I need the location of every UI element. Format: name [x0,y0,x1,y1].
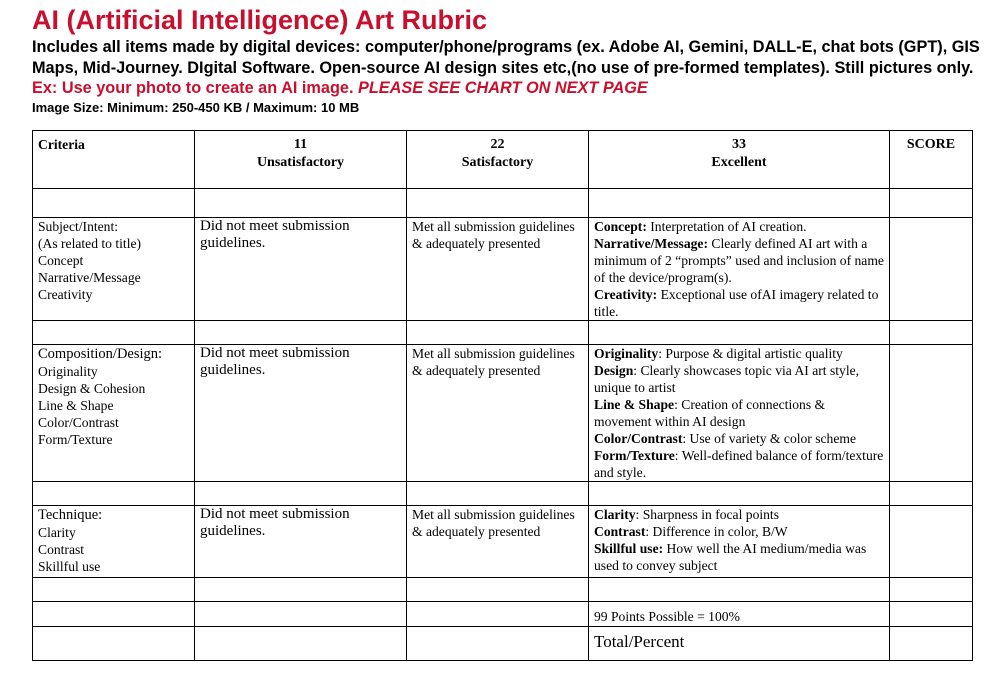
category-item: Form/Texture [38,432,113,447]
unsatisfactory-cell: Did not meet submission guidelines. [195,506,407,578]
category-item: Design & Cohesion [38,381,146,396]
score-cell [890,506,973,578]
criterion-label: Contrast [594,524,646,539]
header-excellent [589,131,890,189]
category-item: Color/Contrast [38,415,119,430]
points-possible: 99 Points Possible = 100% [589,602,890,627]
criterion-label: Creativity: [594,287,658,302]
excellent-cell [589,218,890,321]
page-title: AI (Artificial Intelligence) Art Rubric [32,5,488,35]
header-score: SCORE [890,131,973,189]
criterion-label: Originality [594,346,659,361]
criterion-label: Narrative/Message: [594,236,708,251]
criterion-text: : Use of variety & color scheme [682,431,856,446]
category-item: Concept [38,253,84,268]
criterion-text: Interpretation of AI creation. [646,219,807,234]
criterion-text: Exceptional use ofAI imagery related to title. [594,287,879,319]
unsatisfactory-cell: Did not meet submission guidelines. [195,345,407,482]
satisfactory-cell: Met all submission guidelines & adequately presented [407,506,589,578]
intro-text: Includes all items made by digital devices: computer/phone/programs (ex. Adobe AI, Gemini, DALL-E, chat bots (GPT), GIS Maps, Mid-Journey. DIgital Software. Open-source AI design sites etc,(no use of pre-formed templates). Still pictures only. [32,38,980,77]
criteria-cell [33,345,195,482]
excellent-cell [589,345,890,482]
category-item: Line & Shape [38,398,114,413]
criterion-label: Color/Contrast [594,431,683,446]
category-title: Technique: [38,507,103,523]
table-header-row [33,131,973,189]
unsatisfactory-cell: Did not meet submission guidelines. [195,218,407,321]
spacer-row [33,189,973,218]
table-row [33,218,973,321]
category-item: Narrative/Message [38,270,141,285]
criterion-label: Concept: [594,219,647,234]
category-item: Skillful use [38,559,101,574]
category-item: Originality [38,364,98,379]
page-header [32,4,992,116]
criterion-label: Design [594,363,634,378]
criterion-text: : Clearly showcases topic via AI art style, unique to artist [594,363,860,395]
total-score-cell [890,627,973,661]
spacer-row [33,578,973,602]
rubric-table [32,130,973,661]
criteria-cell [33,218,195,321]
criterion-label: Line & Shape [594,397,675,412]
category-title: Subject/Intent: [38,219,119,234]
category-item: (As related to title) [38,236,142,251]
total-percent-label: Total/Percent [589,627,890,661]
score-cell [890,602,973,627]
score-cell [890,345,973,482]
table-row [33,345,973,482]
header-satisfactory [407,131,589,189]
header-unsatisfactory-label: Unsatisfactory [256,155,345,170]
criteria-cell [33,506,195,578]
total-row [33,627,973,661]
category-item: Creativity [38,287,93,302]
example-text: Ex: Use your photo to create an AI image. [32,79,358,97]
category-item: Clarity [38,525,76,540]
category-title: Composition/Design: [38,346,163,362]
header-excellent-points: 33 [732,137,746,152]
criterion-text: : Creation of connections & movement within AI design [594,397,826,429]
satisfactory-cell: Met all submission guidelines & adequately presented [407,345,589,482]
header-criteria: Criteria [33,131,195,189]
points-row [33,602,973,627]
header-unsatisfactory-points: 11 [293,137,308,152]
table-row [33,506,973,578]
satisfactory-cell: Met all submission guidelines & adequately presented [407,218,589,321]
intro-paragraph [32,37,992,99]
image-size-note: Image Size: Minimum: 250-450 KB / Maximum: 10 MB [32,99,360,115]
excellent-cell [589,506,890,578]
criterion-label: Form/Texture [594,448,675,463]
criterion-text: Clearly defined AI art with a minimum of 2 “prompts” used and inclusion of name of the device/program(s). [594,236,884,285]
score-cell [890,218,973,321]
spacer-row [33,321,973,345]
criterion-text: : Sharpness in focal points [635,507,780,522]
see-chart-note: PLEASE SEE CHART ON NEXT PAGE [358,79,648,97]
criterion-label: Skillful use: [594,541,664,556]
criterion-text: How well the AI medium/media was used to convey subject [594,541,867,573]
header-satisfactory-points: 22 [490,137,505,152]
header-excellent-label: Excellent [711,155,767,170]
spacer-row [33,482,973,506]
criterion-text: : Well-defined balance of form/texture and style. [594,448,884,480]
header-unsatisfactory [195,131,407,189]
category-item: Contrast [38,542,85,557]
header-satisfactory-label: Satisfactory [461,155,534,170]
criterion-text: : Difference in color, B/W [645,524,788,539]
criterion-text: : Purpose & digital artistic quality [658,346,843,361]
criterion-label: Clarity [594,507,636,522]
